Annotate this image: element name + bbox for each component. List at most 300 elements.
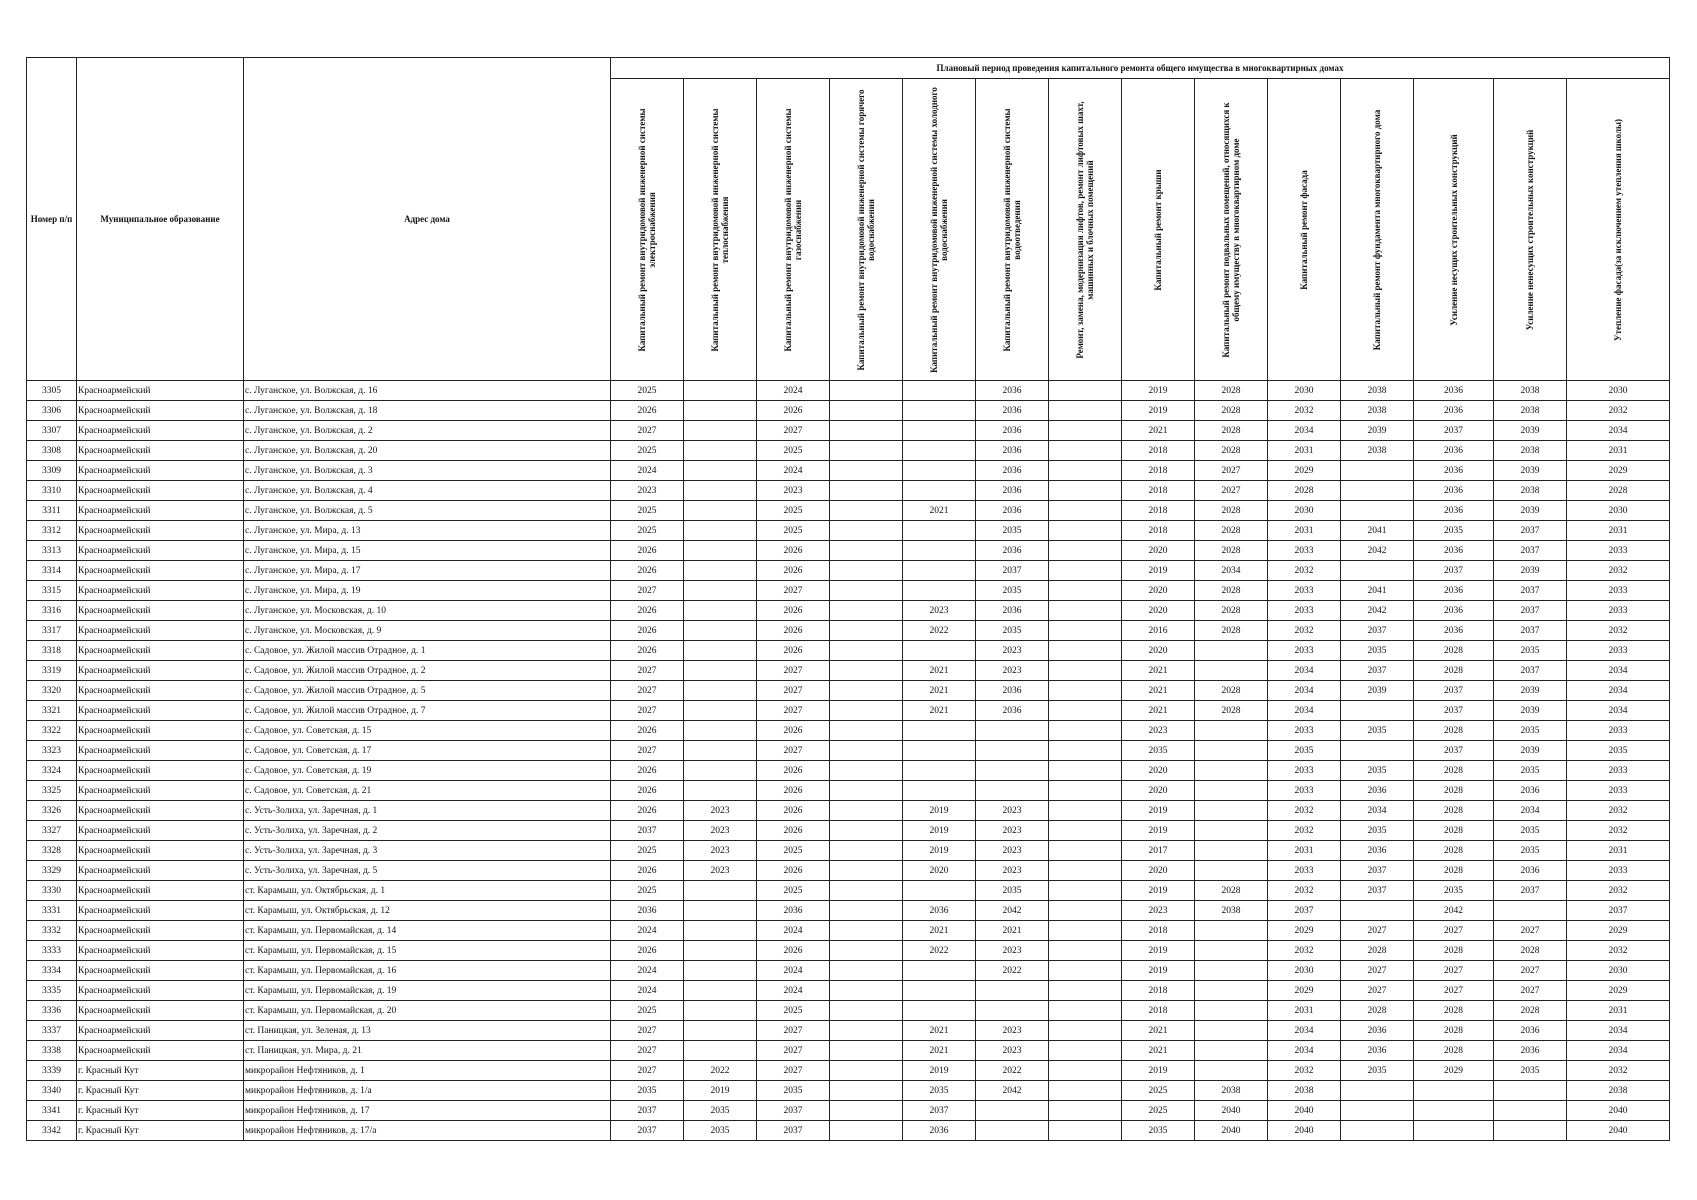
row-number-cell: 3305 <box>27 381 77 401</box>
planned-year-cell <box>684 1021 757 1041</box>
table-row <box>27 481 1670 501</box>
work-column-header-label: Капитальный ремонт внутридомовой инженерной системы водоотведения <box>1002 107 1022 352</box>
planned-year-cell: 2026 <box>611 761 684 781</box>
planned-year-cell <box>1049 521 1122 541</box>
planned-year-cell: 2026 <box>611 801 684 821</box>
planned-year-cell: 2028 <box>1195 501 1268 521</box>
planned-year-cell <box>1049 1081 1122 1101</box>
work-column-header-label: Капитальный ремонт подвальных помещений, относящихся к общему имуществу в многоквартирном доме <box>1221 101 1241 358</box>
planned-year-cell: 2027 <box>757 1021 830 1041</box>
planned-year-cell: 2036 <box>1494 1021 1567 1041</box>
planned-year-cell: 2035 <box>976 621 1049 641</box>
planned-year-cell: 2035 <box>1494 721 1567 741</box>
planned-year-cell: 2030 <box>1268 501 1341 521</box>
planned-year-cell: 2033 <box>1268 721 1341 741</box>
planned-year-cell: 2035 <box>1341 821 1414 841</box>
planned-year-cell <box>684 761 757 781</box>
planned-year-cell <box>903 961 976 981</box>
planned-year-cell: 2024 <box>611 921 684 941</box>
planned-year-cell: 2023 <box>976 1041 1049 1061</box>
planned-year-cell: 2021 <box>1122 1041 1195 1061</box>
planned-year-cell: 2031 <box>1268 841 1341 861</box>
planned-year-cell: 2036 <box>1414 481 1494 501</box>
planned-period-header: Плановый период проведения капитального ремонта общего имущества в многоквартирных домах <box>611 58 1670 79</box>
planned-year-cell: 2023 <box>1122 721 1195 741</box>
planned-year-cell: 2036 <box>976 601 1049 621</box>
planned-year-cell: 2033 <box>1268 641 1341 661</box>
address-cell: ст. Паницкая, ул. Зеленая, д. 13 <box>244 1021 611 1041</box>
planned-year-cell: 2028 <box>1414 841 1494 861</box>
planned-year-cell: 2026 <box>757 781 830 801</box>
planned-year-cell: 2028 <box>1414 661 1494 681</box>
planned-year-cell: 2036 <box>1414 461 1494 481</box>
work-column-header-label: Капитальный ремонт фасада <box>1299 169 1309 290</box>
planned-year-cell: 2034 <box>1567 661 1670 681</box>
municipality-cell: Красноармейский <box>77 461 244 481</box>
planned-year-cell <box>830 721 903 741</box>
planned-year-cell <box>903 381 976 401</box>
repair-schedule-sheet <box>26 57 1670 1141</box>
municipality-cell: Красноармейский <box>77 781 244 801</box>
planned-year-cell: 2036 <box>1414 601 1494 621</box>
planned-year-cell <box>1049 421 1122 441</box>
planned-year-cell <box>1195 961 1268 981</box>
planned-year-cell: 2027 <box>1414 961 1494 981</box>
planned-year-cell <box>684 881 757 901</box>
planned-year-cell <box>1049 681 1122 701</box>
planned-year-cell <box>830 381 903 401</box>
planned-year-cell: 2018 <box>1122 441 1195 461</box>
planned-year-cell <box>684 961 757 981</box>
planned-year-cell: 2026 <box>611 561 684 581</box>
planned-year-cell <box>830 461 903 481</box>
planned-year-cell: 2041 <box>1341 581 1414 601</box>
planned-year-cell: 2036 <box>976 541 1049 561</box>
planned-year-cell <box>830 421 903 441</box>
planned-year-cell: 2032 <box>1567 941 1670 961</box>
planned-year-cell: 2028 <box>1195 681 1268 701</box>
row-number-cell: 3307 <box>27 421 77 441</box>
planned-year-cell: 2028 <box>1195 541 1268 561</box>
planned-year-cell: 2026 <box>757 401 830 421</box>
planned-year-cell: 2027 <box>757 741 830 761</box>
table-row <box>27 941 1670 961</box>
planned-year-cell: 2027 <box>1494 961 1567 981</box>
table-row <box>27 581 1670 601</box>
planned-year-cell: 2028 <box>1195 581 1268 601</box>
planned-year-cell <box>1341 1121 1414 1141</box>
planned-year-cell <box>684 601 757 621</box>
planned-year-cell <box>903 881 976 901</box>
planned-year-cell: 2027 <box>1414 981 1494 1001</box>
planned-year-cell: 2037 <box>611 821 684 841</box>
planned-year-cell: 2019 <box>1122 561 1195 581</box>
planned-year-cell: 2035 <box>684 1121 757 1141</box>
planned-year-cell <box>1341 481 1414 501</box>
planned-year-cell: 2034 <box>1268 1041 1341 1061</box>
planned-year-cell <box>1341 1081 1414 1101</box>
planned-year-cell <box>830 861 903 881</box>
address-header: Адрес дома <box>244 58 611 381</box>
planned-year-cell: 2038 <box>1341 381 1414 401</box>
row-number-cell: 3310 <box>27 481 77 501</box>
planned-year-cell: 2036 <box>1414 621 1494 641</box>
planned-year-cell: 2037 <box>1414 421 1494 441</box>
planned-year-cell: 2025 <box>1122 1101 1195 1121</box>
planned-year-cell: 2028 <box>1195 381 1268 401</box>
planned-year-cell: 2027 <box>611 581 684 601</box>
planned-year-cell: 2033 <box>1567 601 1670 621</box>
work-column-header <box>1049 79 1122 381</box>
planned-year-cell: 2035 <box>1494 1061 1567 1081</box>
planned-year-cell: 2036 <box>903 901 976 921</box>
planned-year-cell: 2026 <box>757 601 830 621</box>
planned-year-cell <box>1494 1101 1567 1121</box>
address-cell: с. Луганское, ул. Московская, д. 10 <box>244 601 611 621</box>
planned-year-cell: 2033 <box>1567 541 1670 561</box>
planned-year-cell: 2037 <box>1341 881 1414 901</box>
planned-year-cell: 2035 <box>1494 761 1567 781</box>
row-number-cell: 3318 <box>27 641 77 661</box>
planned-year-cell: 2028 <box>1414 641 1494 661</box>
planned-year-cell: 2026 <box>611 621 684 641</box>
planned-year-cell <box>1195 721 1268 741</box>
planned-year-cell: 2037 <box>1341 661 1414 681</box>
planned-year-cell <box>684 461 757 481</box>
planned-year-cell <box>684 701 757 721</box>
planned-year-cell: 2028 <box>1195 521 1268 541</box>
planned-year-cell: 2023 <box>757 481 830 501</box>
planned-year-cell: 2024 <box>611 461 684 481</box>
planned-year-cell <box>1195 1061 1268 1081</box>
planned-year-cell: 2032 <box>1268 1061 1341 1081</box>
planned-year-cell: 2028 <box>1414 781 1494 801</box>
planned-year-cell <box>1049 441 1122 461</box>
municipality-cell: г. Красный Кут <box>77 1061 244 1081</box>
planned-year-cell: 2034 <box>1268 661 1341 681</box>
planned-year-cell: 2039 <box>1494 501 1567 521</box>
planned-year-cell: 2038 <box>1195 901 1268 921</box>
row-number-cell: 3327 <box>27 821 77 841</box>
work-column-header <box>1494 79 1567 381</box>
planned-year-cell: 2031 <box>1268 521 1341 541</box>
planned-year-cell <box>1049 721 1122 741</box>
work-column-header <box>684 79 757 381</box>
planned-year-cell: 2037 <box>1414 741 1494 761</box>
planned-year-cell: 2038 <box>1341 401 1414 421</box>
row-number-cell: 3341 <box>27 1101 77 1121</box>
planned-year-cell: 2036 <box>1341 1041 1414 1061</box>
address-cell: с. Луганское, ул. Мира, д. 19 <box>244 581 611 601</box>
planned-year-cell: 2018 <box>1122 981 1195 1001</box>
address-cell: с. Садовое, ул. Жилой массив Отрадное, д. 7 <box>244 701 611 721</box>
planned-year-cell: 2036 <box>1341 841 1414 861</box>
row-number-cell: 3313 <box>27 541 77 561</box>
work-column-header-label: Капитальный ремонт внутридомовой инженерной системы газоснабжения <box>783 107 803 352</box>
planned-year-cell <box>1414 1081 1494 1101</box>
planned-year-cell <box>1195 641 1268 661</box>
planned-year-cell: 2027 <box>1494 981 1567 1001</box>
work-column-header <box>1567 79 1670 381</box>
address-cell: с. Усть-Золиха, ул. Заречная, д. 1 <box>244 801 611 821</box>
planned-year-cell <box>903 461 976 481</box>
planned-year-cell <box>830 501 903 521</box>
table-row <box>27 881 1670 901</box>
planned-year-cell <box>1195 781 1268 801</box>
planned-year-cell: 2032 <box>1268 821 1341 841</box>
planned-year-cell: 2035 <box>1122 741 1195 761</box>
municipality-cell: Красноармейский <box>77 841 244 861</box>
planned-year-cell <box>1195 821 1268 841</box>
planned-year-cell: 2024 <box>611 961 684 981</box>
planned-year-cell: 2019 <box>903 1061 976 1081</box>
planned-year-cell <box>1049 981 1122 1001</box>
table-row <box>27 781 1670 801</box>
planned-year-cell: 2031 <box>1567 521 1670 541</box>
planned-year-cell: 2026 <box>757 541 830 561</box>
planned-year-cell <box>1195 861 1268 881</box>
planned-year-cell: 2026 <box>757 801 830 821</box>
planned-year-cell: 2021 <box>1122 701 1195 721</box>
planned-year-cell: 2018 <box>1122 481 1195 501</box>
planned-year-cell <box>684 521 757 541</box>
planned-year-cell <box>830 601 903 621</box>
planned-year-cell: 2034 <box>1195 561 1268 581</box>
planned-year-cell: 2026 <box>611 601 684 621</box>
municipality-cell: Красноармейский <box>77 721 244 741</box>
work-column-header <box>1341 79 1414 381</box>
planned-year-cell: 2035 <box>1268 741 1341 761</box>
row-number-cell: 3320 <box>27 681 77 701</box>
planned-year-cell: 2024 <box>757 961 830 981</box>
planned-year-cell <box>976 781 1049 801</box>
row-number-cell: 3330 <box>27 881 77 901</box>
planned-year-cell: 2034 <box>1567 1021 1670 1041</box>
planned-year-cell <box>684 661 757 681</box>
planned-year-cell <box>1049 1101 1122 1121</box>
planned-year-cell <box>830 1021 903 1041</box>
planned-year-cell: 2023 <box>976 941 1049 961</box>
planned-year-cell: 2026 <box>757 561 830 581</box>
row-number-cell: 3321 <box>27 701 77 721</box>
planned-year-cell: 2035 <box>1567 741 1670 761</box>
planned-year-cell: 2030 <box>1567 381 1670 401</box>
planned-year-cell: 2033 <box>1567 861 1670 881</box>
planned-year-cell <box>830 581 903 601</box>
planned-year-cell <box>684 541 757 561</box>
planned-year-cell: 2025 <box>757 1001 830 1021</box>
planned-year-cell: 2032 <box>1567 561 1670 581</box>
row-number-cell: 3306 <box>27 401 77 421</box>
planned-year-cell: 2037 <box>1414 681 1494 701</box>
planned-year-cell <box>903 1001 976 1021</box>
planned-year-cell <box>830 701 903 721</box>
address-cell: микрорайон Нефтяников, д. 17/а <box>244 1121 611 1141</box>
planned-year-cell: 2021 <box>903 1021 976 1041</box>
row-number-cell: 3328 <box>27 841 77 861</box>
planned-year-cell <box>903 541 976 561</box>
planned-year-cell: 2024 <box>757 921 830 941</box>
work-column-header-label: Усиление ненесущих строительных конструкций <box>1525 129 1535 330</box>
planned-year-cell: 2037 <box>757 1121 830 1141</box>
planned-year-cell: 2035 <box>1494 841 1567 861</box>
planned-year-cell: 2024 <box>757 981 830 1001</box>
row-number-cell: 3342 <box>27 1121 77 1141</box>
municipality-cell: Красноармейский <box>77 921 244 941</box>
row-number-cell: 3334 <box>27 961 77 981</box>
planned-year-cell: 2037 <box>1494 661 1567 681</box>
municipality-cell: г. Красный Кут <box>77 1121 244 1141</box>
planned-year-cell: 2036 <box>1414 441 1494 461</box>
planned-year-cell <box>830 761 903 781</box>
table-row <box>27 381 1670 401</box>
planned-year-cell: 2028 <box>1414 821 1494 841</box>
planned-year-cell: 2026 <box>757 821 830 841</box>
planned-year-cell: 2038 <box>1341 441 1414 461</box>
planned-year-cell: 2037 <box>1494 541 1567 561</box>
planned-year-cell <box>1341 741 1414 761</box>
planned-year-cell: 2037 <box>1341 861 1414 881</box>
planned-year-cell: 2037 <box>757 1101 830 1121</box>
planned-year-cell <box>684 421 757 441</box>
planned-year-cell: 2028 <box>1195 401 1268 421</box>
table-row <box>27 981 1670 1001</box>
planned-year-cell: 2028 <box>1567 481 1670 501</box>
planned-year-cell <box>1049 821 1122 841</box>
planned-year-cell: 2036 <box>976 501 1049 521</box>
planned-year-cell: 2038 <box>1268 1081 1341 1101</box>
planned-year-cell: 2027 <box>1341 921 1414 941</box>
planned-year-cell <box>830 961 903 981</box>
planned-year-cell: 2027 <box>1341 981 1414 1001</box>
planned-year-cell: 2037 <box>1414 701 1494 721</box>
work-column-header-label: Капитальный ремонт внутридомовой инженерной системы горячего водоснабжения <box>856 89 876 371</box>
planned-year-cell: 2023 <box>1122 901 1195 921</box>
planned-year-cell: 2037 <box>1494 881 1567 901</box>
planned-year-cell: 2019 <box>1122 801 1195 821</box>
planned-year-cell: 2037 <box>903 1101 976 1121</box>
row-number-cell: 3308 <box>27 441 77 461</box>
planned-year-cell: 2040 <box>1567 1121 1670 1141</box>
table-row <box>27 501 1670 521</box>
planned-year-cell: 2021 <box>903 681 976 701</box>
table-row <box>27 541 1670 561</box>
planned-year-cell: 2036 <box>976 401 1049 421</box>
planned-year-cell: 2035 <box>1341 641 1414 661</box>
planned-year-cell <box>684 1001 757 1021</box>
planned-year-cell: 2036 <box>976 681 1049 701</box>
work-column-header-label: Капитальный ремонт внутридомовой инженерной системы теплоснабжения <box>710 107 730 352</box>
planned-year-cell: 2016 <box>1122 621 1195 641</box>
row-number-cell: 3332 <box>27 921 77 941</box>
planned-year-cell: 2019 <box>1122 961 1195 981</box>
planned-year-cell: 2036 <box>1494 781 1567 801</box>
planned-year-cell: 2037 <box>976 561 1049 581</box>
planned-year-cell <box>830 521 903 541</box>
table-row <box>27 921 1670 941</box>
planned-year-cell: 2017 <box>1122 841 1195 861</box>
planned-year-cell: 2019 <box>1122 401 1195 421</box>
planned-year-cell: 2023 <box>684 841 757 861</box>
planned-year-cell: 2023 <box>976 801 1049 821</box>
planned-year-cell <box>1049 641 1122 661</box>
planned-year-cell: 2042 <box>1414 901 1494 921</box>
planned-year-cell: 2026 <box>757 641 830 661</box>
planned-year-cell <box>1195 741 1268 761</box>
planned-year-cell: 2037 <box>1341 621 1414 641</box>
row-number-cell: 3324 <box>27 761 77 781</box>
planned-year-cell: 2039 <box>1494 741 1567 761</box>
planned-year-cell <box>903 421 976 441</box>
planned-year-cell: 2034 <box>1494 801 1567 821</box>
address-cell: с. Луганское, ул. Волжская, д. 4 <box>244 481 611 501</box>
planned-year-cell: 2018 <box>1122 501 1195 521</box>
planned-year-cell: 2019 <box>684 1081 757 1101</box>
work-column-header <box>1414 79 1494 381</box>
municipality-cell: Красноармейский <box>77 661 244 681</box>
planned-year-cell: 2018 <box>1122 461 1195 481</box>
planned-year-cell: 2032 <box>1268 801 1341 821</box>
planned-year-cell: 2023 <box>976 841 1049 861</box>
address-cell: с. Садовое, ул. Советская, д. 17 <box>244 741 611 761</box>
table-row <box>27 1021 1670 1041</box>
planned-year-cell: 2032 <box>1567 401 1670 421</box>
planned-year-cell <box>684 781 757 801</box>
planned-year-cell: 2036 <box>1414 381 1494 401</box>
planned-year-cell: 2028 <box>1268 481 1341 501</box>
planned-year-cell: 2028 <box>1414 721 1494 741</box>
address-cell: ст. Карамыш, ул. Первомайская, д. 15 <box>244 941 611 961</box>
planned-year-cell: 2036 <box>757 901 830 921</box>
planned-year-cell: 2038 <box>1195 1081 1268 1101</box>
planned-year-cell: 2028 <box>1414 941 1494 961</box>
address-cell: с. Садовое, ул. Жилой массив Отрадное, д. 1 <box>244 641 611 661</box>
planned-year-cell: 2036 <box>1341 781 1414 801</box>
row-number-cell: 3340 <box>27 1081 77 1101</box>
planned-year-cell: 2028 <box>1414 1001 1494 1021</box>
planned-year-cell: 2019 <box>903 801 976 821</box>
planned-year-cell: 2024 <box>757 381 830 401</box>
planned-year-cell: 2030 <box>1567 961 1670 981</box>
address-cell: микрорайон Нефтяников, д. 17 <box>244 1101 611 1121</box>
planned-year-cell: 2036 <box>1414 581 1494 601</box>
planned-year-cell <box>830 901 903 921</box>
planned-year-cell: 2020 <box>1122 541 1195 561</box>
planned-year-cell <box>1414 1101 1494 1121</box>
planned-year-cell: 2028 <box>1341 941 1414 961</box>
table-row <box>27 561 1670 581</box>
planned-year-cell: 2036 <box>1414 501 1494 521</box>
address-cell: с. Луганское, ул. Волжская, д. 16 <box>244 381 611 401</box>
row-number-cell: 3339 <box>27 1061 77 1081</box>
planned-year-cell: 2025 <box>757 841 830 861</box>
planned-year-cell: 2034 <box>1268 701 1341 721</box>
planned-year-cell: 2039 <box>1494 421 1567 441</box>
table-row <box>27 741 1670 761</box>
planned-year-cell <box>1049 1121 1122 1141</box>
planned-year-cell <box>1049 841 1122 861</box>
planned-year-cell <box>830 641 903 661</box>
planned-year-cell: 2026 <box>611 941 684 961</box>
planned-year-cell: 2035 <box>1494 641 1567 661</box>
planned-year-cell: 2031 <box>1567 441 1670 461</box>
table-row <box>27 1001 1670 1021</box>
planned-year-cell: 2019 <box>903 841 976 861</box>
planned-year-cell <box>830 1001 903 1021</box>
work-column-header <box>611 79 684 381</box>
planned-year-cell <box>684 581 757 601</box>
table-row <box>27 1081 1670 1101</box>
